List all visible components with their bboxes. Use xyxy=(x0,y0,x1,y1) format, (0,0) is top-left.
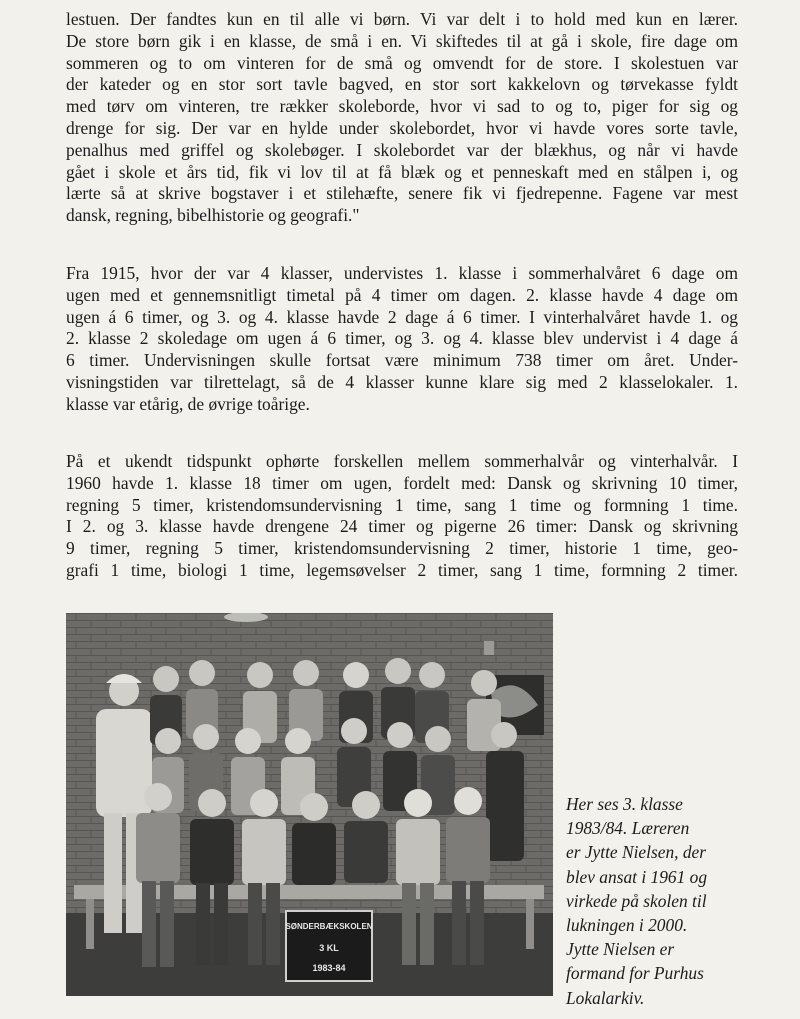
text-line: ugen med et gennemsnitligt timetal på 4 timer om dagen. 2. klasse havde 4 dage om xyxy=(66,284,738,305)
caption-line: Jytte Nielsen er xyxy=(566,939,675,960)
caption-line: er Jytte Nielsen, der xyxy=(566,842,707,863)
text-line: sommeren og to om vinteren for de små og omvendt for de store. I skolestuen var xyxy=(66,52,738,73)
text-line: På et ukendt tidspunkt ophørte forskellen mellem sommerhalvår og vinterhalvår. I xyxy=(66,451,738,471)
caption-line: virkede på skolen til xyxy=(566,890,707,911)
text-line: De store børn gik i en klasse, de små i en. Vi skiftedes til at gå i skole, fire dage om xyxy=(66,30,738,51)
plaque-year: 1983-84 xyxy=(312,963,346,973)
photo-caption xyxy=(566,792,736,1010)
text-line: 2. klasse 2 skoledage om ugen á 6 timer, og 3. og 4. klasse blev undervist i 4 dage á xyxy=(66,328,738,349)
caption-line: 1983/84. Læreren xyxy=(566,818,690,839)
caption-line: blev ansat i 1961 og xyxy=(566,866,708,887)
text-line: der kateder og en stor sort tavle bagved, en stor sort kakkelovn og tørvekasse fyldt xyxy=(66,74,738,95)
text-line: I 2. og 3. klasse havde drengene 24 timer og pigerne 26 timer: Dansk og skrivning xyxy=(66,516,738,537)
class-photo xyxy=(66,613,553,996)
caption-line: formand for Purhus xyxy=(566,963,704,984)
text-line: ugen á 6 timer, og 3. og 4. klasse havde 2 dage á 6 timer. I vinterhalvåret havde 1. og xyxy=(66,306,738,327)
text-line: 6 timer. Undervisningen skulle fortsat være minimum 738 timer om året. Under- xyxy=(66,350,738,371)
text-line: klasse var etårig, de øvrige toårige. xyxy=(66,393,310,414)
text-line: 1960 havde 1. klasse 18 timer om ugen, fordelt med: Dansk og skrivning 10 timer, xyxy=(66,472,738,493)
text-line: Fra 1915, hvor der var 4 klasser, undervistes 1. klasse i sommerhalvåret 6 dage om xyxy=(66,263,738,283)
text-line: penalhus med griffel og skolebøger. I skolebordet var der blækhus, og når vi havde xyxy=(66,139,738,160)
text-line: drenge for sig. Der var en hylde under skolebordet, hvor vi havde vores sorte tavle, xyxy=(66,117,738,138)
text-line: 9 timer, regning 5 timer, kristendomsundervisning 2 timer, historie 1 time, geo- xyxy=(66,538,738,559)
outlet-icon xyxy=(484,641,494,655)
plaque-school-name: SØNDERBÆKSKOLEN xyxy=(285,922,373,931)
class-plaque xyxy=(285,911,372,981)
class-photo-illustration xyxy=(66,613,553,996)
caption-line: lukningen i 2000. xyxy=(566,915,688,936)
text-line: regning 5 timer, kristendomsundervisning 1 time, sang 1 time og formning 1 time. xyxy=(66,494,738,515)
text-line: med tørv om vinteren, tre rækker skoleborde, hvor vi sad to og to, piger for sig og xyxy=(66,96,738,117)
text-line: dansk, regning, bibelhistorie og geografi." xyxy=(66,205,360,226)
text-line: lestuen. Der fandtes kun en til alle vi børn. Vi var delt i to hold med kun en lærer. xyxy=(66,9,738,29)
paragraph-2 xyxy=(66,263,738,416)
paragraph-1 xyxy=(66,9,738,227)
caption-line: Lokalarkiv. xyxy=(566,987,645,1008)
text-line: grafi 1 time, biologi 1 time, legemsøvelser 2 timer, sang 1 time, formning 2 timer. xyxy=(66,559,738,580)
text-line: lærte så at skrive bogstaver i et stilehæfte, senere fik vi fjedrepenne. Fagene var mest xyxy=(66,183,738,204)
text-line: visningstiden var tilrettelagt, så de 4 klasser kunne klare sig med 2 klasselokaler. 1. xyxy=(66,371,738,392)
text-line: gået i skole et års tid, fik vi lov til at få blæk og et penneskaft med en stålpen i, og xyxy=(66,161,738,182)
plaque-class: 3 KL xyxy=(319,943,339,953)
paragraph-3 xyxy=(66,451,738,582)
caption-line: Her ses 3. klasse xyxy=(566,794,683,814)
